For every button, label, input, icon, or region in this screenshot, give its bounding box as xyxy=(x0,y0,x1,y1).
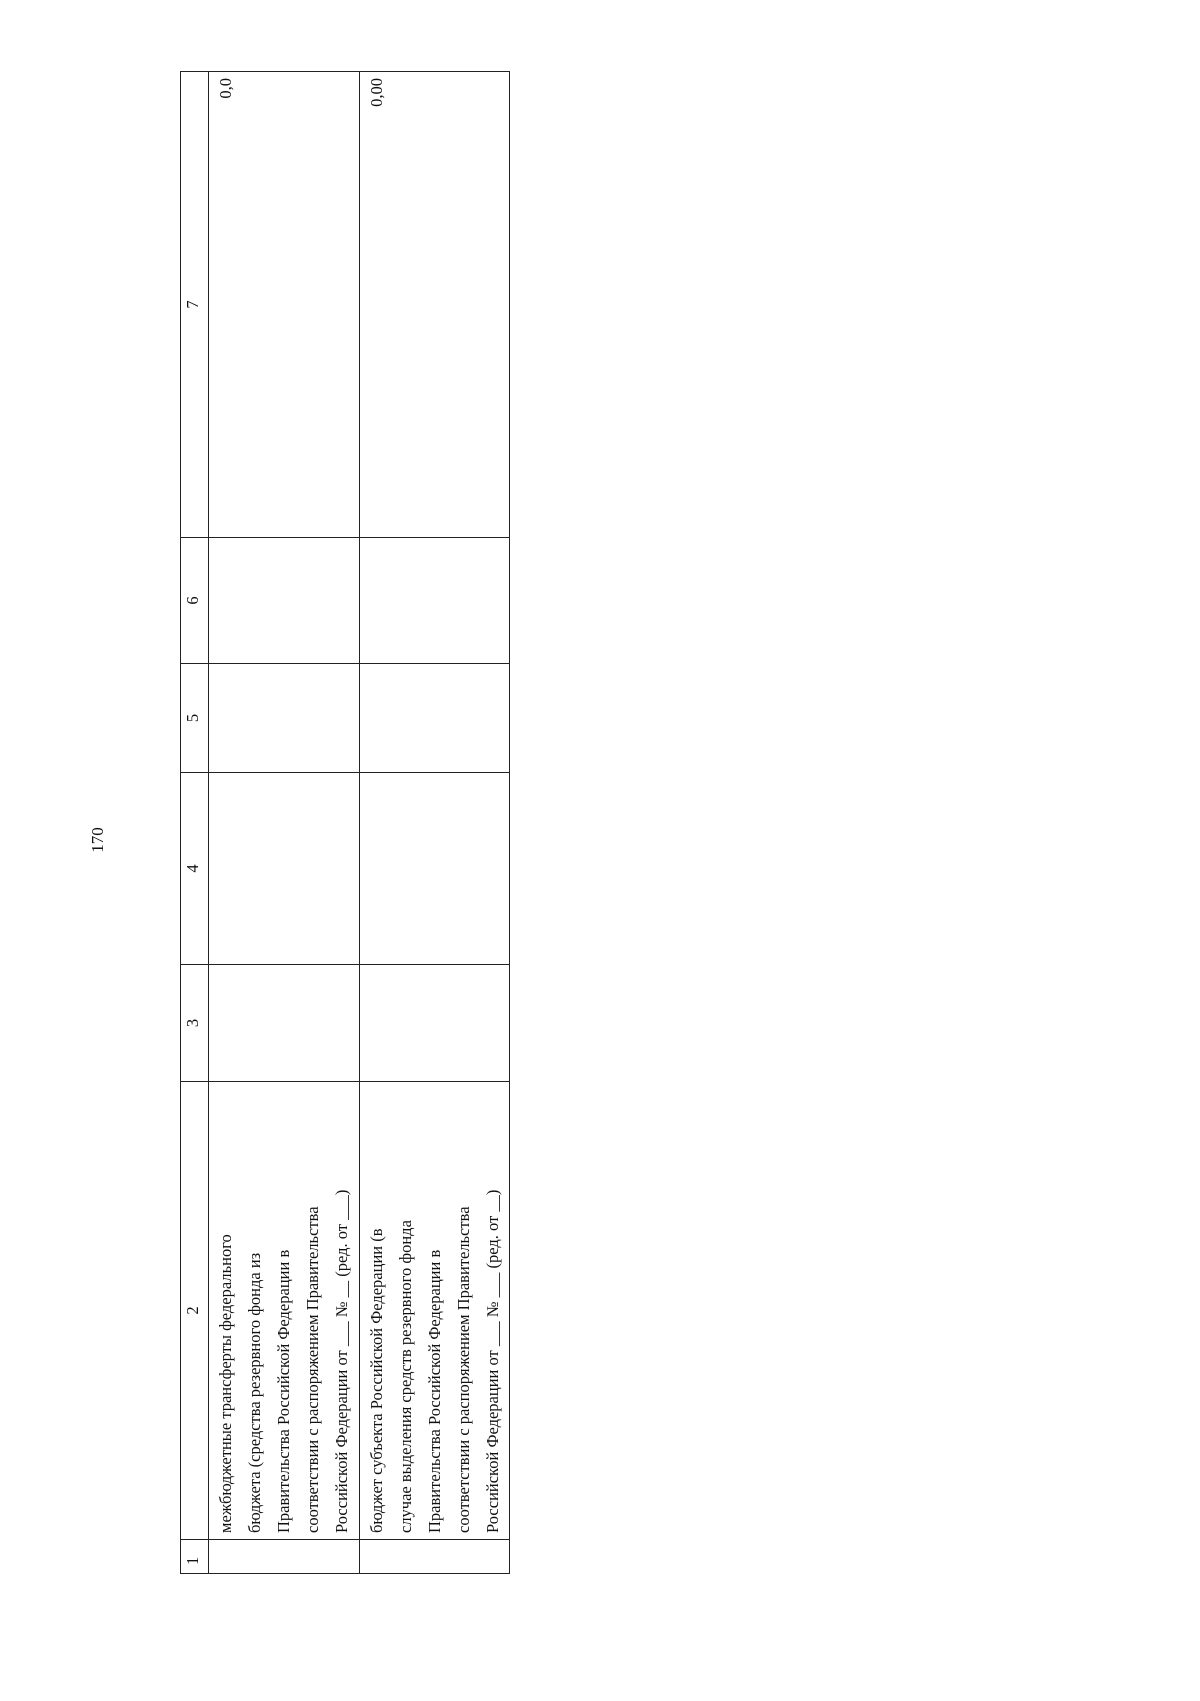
row-2-col-5 xyxy=(359,664,510,773)
table-row xyxy=(209,72,360,1574)
header-col-1: 1 xyxy=(181,1540,209,1574)
header-col-5: 5 xyxy=(181,664,209,773)
description-line: Российской Федерации от ___ № ___ (ред. от __) xyxy=(482,1189,502,1533)
row-2-col-6 xyxy=(359,538,510,664)
header-col-6: 6 xyxy=(181,538,209,664)
row-2-col-4 xyxy=(359,773,510,965)
description-line: бюджета (средства резервного фонда из xyxy=(245,1252,264,1533)
row-2-col-1 xyxy=(359,1540,510,1574)
document-table xyxy=(180,71,510,1574)
header-col-2: 2 xyxy=(181,1082,209,1540)
description-line: соответствии с распоряжением Правительства xyxy=(303,1206,322,1533)
header-row xyxy=(181,72,209,1574)
row-1-col-6 xyxy=(209,538,360,664)
row-1-col-4 xyxy=(209,773,360,965)
document-table-container xyxy=(180,72,510,1574)
row-1-col-1 xyxy=(209,1540,360,1574)
row-2-col-3 xyxy=(359,965,510,1082)
table-row xyxy=(359,72,510,1574)
header-col-7: 7 xyxy=(181,72,209,538)
description-line: случае выделения средств резервного фонда xyxy=(395,1220,415,1533)
row-1-col-5 xyxy=(209,664,360,773)
row-1-value: 0,0 xyxy=(209,72,360,538)
description-line: межбюджетные трансферты федерального xyxy=(216,1234,235,1533)
row-2-description xyxy=(359,1082,510,1540)
description-line: бюджет субъекта Российской Федерации (в xyxy=(366,1228,386,1533)
description-line: соответствии с распоряжением Правительства xyxy=(453,1206,473,1533)
header-col-4: 4 xyxy=(181,773,209,965)
row-1-col-3 xyxy=(209,965,360,1082)
description-line: Правительства Российской Федерации в xyxy=(424,1249,444,1533)
description-line: Российской Федерации от ___ № __ (ред. от ___) xyxy=(332,1189,351,1533)
description-line: Правительства Российской Федерации в xyxy=(274,1249,293,1533)
header-col-3: 3 xyxy=(181,965,209,1082)
page-number-text: 170 xyxy=(88,827,107,853)
row-2-value: 0,00 xyxy=(359,72,510,538)
row-1-description xyxy=(209,1082,360,1540)
rotated-table xyxy=(180,72,510,1574)
